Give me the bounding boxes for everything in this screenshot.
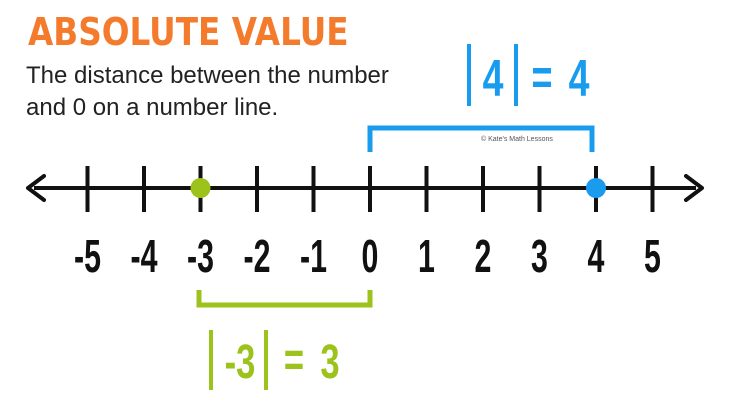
tick-label: 5: [644, 231, 661, 283]
tick-label: 4: [587, 231, 605, 283]
definition-line-1: The distance between the number: [26, 62, 389, 89]
definition-line-2: and 0 on a number line.: [26, 94, 279, 121]
positive-equation: [469, 44, 589, 107]
positive-equation-number: 4: [482, 48, 504, 108]
positive-equation-equals: =: [531, 50, 553, 106]
negative-equation-number: -3: [224, 334, 256, 389]
watermark: © Kate's Math Lessons: [481, 136, 553, 143]
positive-distance-bracket: [370, 128, 592, 152]
tick-label: -1: [300, 231, 327, 283]
negative-equation-result: 3: [320, 334, 340, 389]
negative-equation: [211, 330, 340, 390]
tick-label: 1: [418, 231, 435, 283]
tick-label: -3: [187, 231, 214, 283]
negative-equation-equals: =: [283, 332, 305, 387]
tick-label: -2: [243, 231, 271, 283]
tick-label: -5: [74, 231, 101, 283]
tick-labels: [74, 232, 661, 283]
tick-label: -4: [130, 231, 158, 283]
point-4: [586, 178, 606, 198]
tick-label: 2: [474, 231, 492, 283]
negative-distance-bracket: [199, 290, 370, 305]
tick-label: 3: [531, 231, 548, 283]
page-title: ABSOLUTE VALUE: [28, 10, 349, 54]
tick-label: 0: [361, 231, 379, 283]
point--3: [191, 178, 211, 198]
positive-equation-result: 4: [568, 48, 590, 108]
